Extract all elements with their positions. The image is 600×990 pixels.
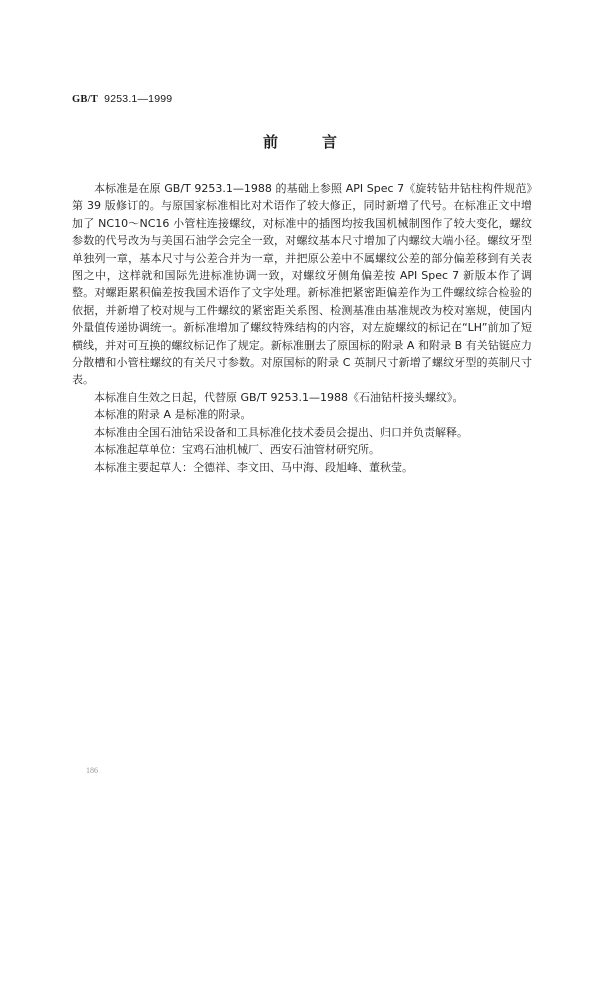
paragraph-replacement: 本标准自生效之日起，代替原 GB/T 9253.1—1988《石油钻杆接头螺纹》。 xyxy=(94,390,464,404)
title-char-2: 言 xyxy=(322,133,338,151)
foreword-body xyxy=(72,180,532,476)
paragraph-proposer: 本标准由全国石油钻采设备和工具标准化技术委员会提出、归口并负责解释。 xyxy=(94,425,468,439)
standard-prefix: GB/T xyxy=(72,94,98,105)
paragraph-drafting-units: 本标准起草单位：宝鸡石油机械厂、西安石油管材研究所。 xyxy=(94,443,380,457)
page-number: 186 xyxy=(86,766,98,775)
standard-number: 9253.1—1999 xyxy=(104,93,173,105)
paragraph-appendix: 本标准的附录 A 是标准的附录。 xyxy=(94,408,252,422)
title-char-1: 前 xyxy=(262,133,278,151)
page-title xyxy=(0,131,600,152)
standard-code-header xyxy=(72,93,172,105)
paragraph-drafters: 本标准主要起草人：仝德祥、李文田、马中海、段旭峰、董秋莹。 xyxy=(94,460,413,474)
paragraph-revision-summary: 本标准是在原 GB/T 9253.1—1988 的基础上参照 API Spec 7《旋转钻井钻柱构件规范》第 39 版修订的。与原国家标准相比对术语作了较大修正，同时新增了代号。在标准正文中增加了 NC10～NC16 小管柱连接螺纹，对标准中的插图均按我国机械制图作了较大变化，螺纹参数的代号改为与美国石油学会完全一致，对螺纹基本尺寸增加了内螺纹大端小径。螺纹牙型单独列一章，基本尺寸与公差合并为一章，并把原公差中不属螺纹公差的部分偏差移到有关表图之中，这样就和国际先进标准协调一致，对螺纹牙侧角偏差按 API Spec 7 新版本作了调整。对螺距累积偏差按我国术语作了文字处理。新标准把紧密距偏差作为工件螺纹综合检验的依据，并新增了校对规与工件螺纹的紧密距关系图、检测基准由基准规改为校对塞规，使国内外量值传递协调统一。新标准增加了螺纹特殊结构的内容，对左旋螺纹的标记在“LH”前加了短横线，并对可互换的螺纹标记作了规定。新标准删去了原国标的附录 A 和附录 B 有关钻铤应力分散槽和小管柱螺纹的有关尺寸参数。对原国标的附录 C 英制尺寸新增了螺纹牙型的英制尺寸表。 xyxy=(72,182,532,387)
